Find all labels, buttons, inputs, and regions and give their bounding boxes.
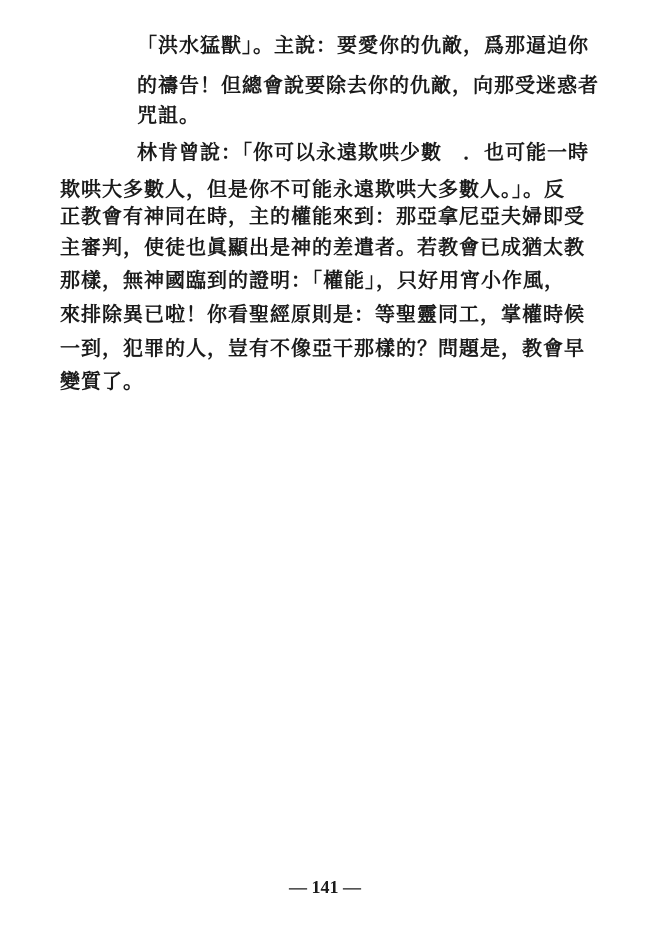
text-line-8: 那樣，無神國臨到的證明：「權能」，只好用宵小作風， [60, 268, 565, 292]
text-line-6: 正教會有神同在時，主的權能來到：那亞拿尼亞夫婦即受 [60, 204, 585, 228]
text-line-5: 欺哄大多數人，但是你不可能永遠欺哄大多數人。」。反 [60, 177, 565, 201]
text-line-1: 「洪水猛獸」。主說：要愛你的仇敵，爲那逼迫你 [137, 33, 589, 57]
text-line-9: 來排除異已啦！你看聖經原則是：等聖靈同工，掌權時候 [60, 302, 585, 326]
text-line-10: 一到，犯罪的人，豈有不像亞干那樣的？問題是，教會早 [60, 336, 585, 360]
page-number: — 141 — [289, 877, 361, 897]
text-line-11: 變質了。 [60, 369, 144, 393]
text-line-4: 林肯曾說：「你可以永遠欺哄少數 ．也可能一時 [137, 140, 589, 164]
text-line-2: 的禱告！但總會說要除去你的仇敵，向那受迷惑者 [137, 73, 599, 97]
text-line-7: 主審判，使徒也眞顯出是神的差遣者。若教會已成猶太教 [60, 235, 585, 259]
text-line-3: 咒詛。 [137, 103, 200, 127]
